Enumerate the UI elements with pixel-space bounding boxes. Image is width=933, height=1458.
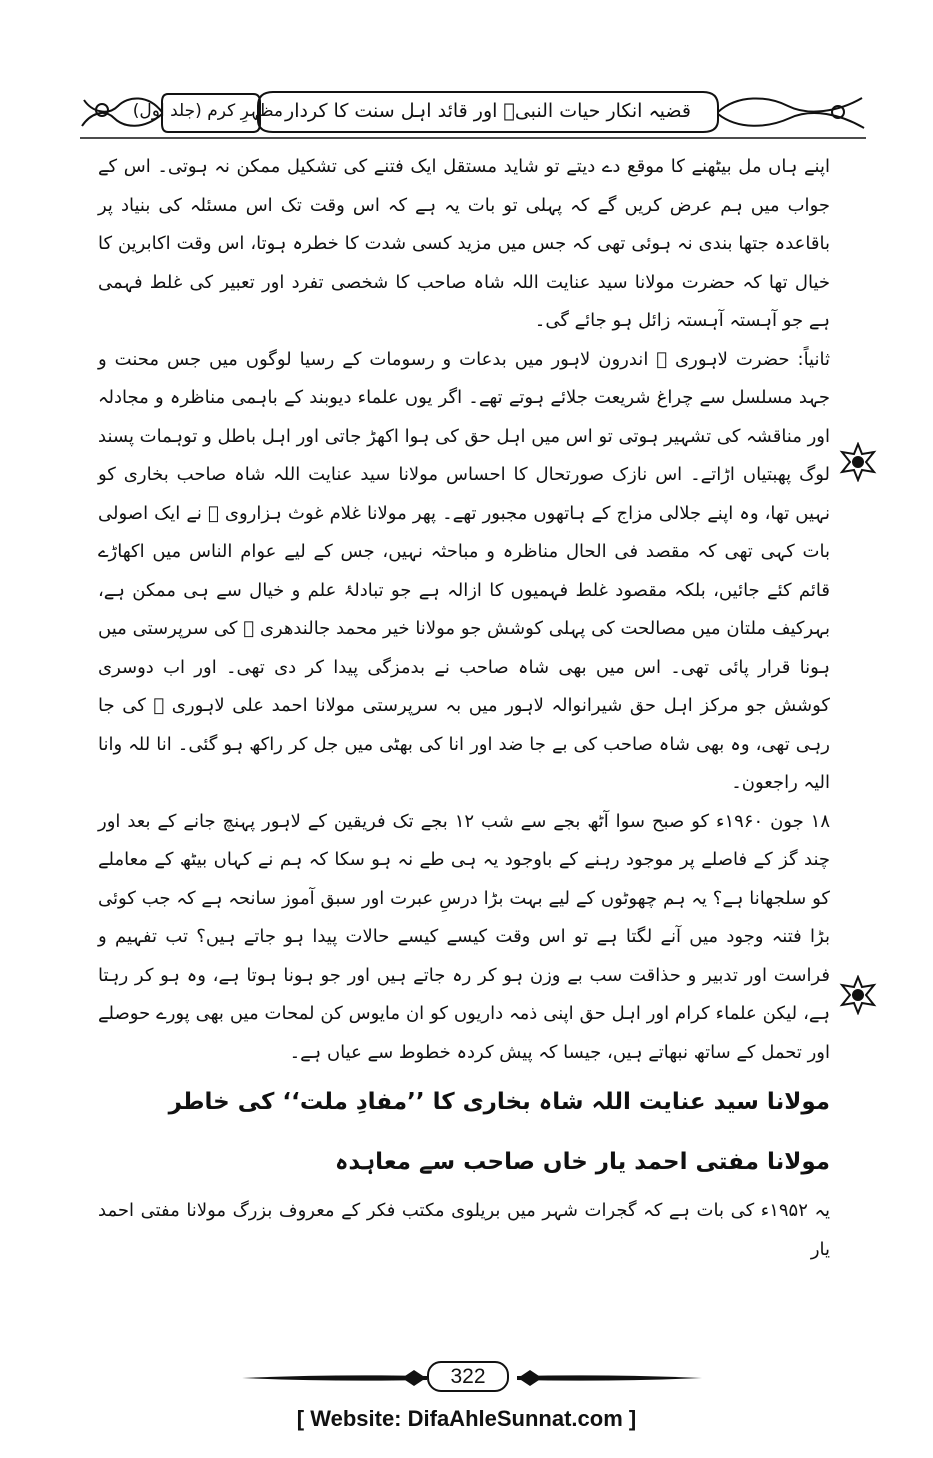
book-volume-label: مظہرِ کرم (جلد اول) <box>132 101 283 121</box>
page-body <box>98 148 830 1269</box>
book-section-title: قضیہ انکار حیات النبیؐ اور قائد اہل سنت کا کردار <box>285 100 691 122</box>
body-paragraph: یہ ۱۹۵۲ء کی بات ہے کہ گجرات شہر میں بریلوی مکتب فکر کے معروف بزرگ مولانا مفتی احمد یار <box>98 1200 830 1260</box>
section-heading: مولانا سید عنایت اللہ شاہ بخاری کا ’’مفادِ ملت‘‘ کی خاطر <box>168 1089 830 1115</box>
page-number: 322 <box>427 1361 509 1392</box>
side-ornament-icon <box>838 975 878 1015</box>
body-paragraph: ۱۸ جون ۱۹۶۰ء کو صبح سوا آٹھ بجے سے شب ۱۲ بجے تک فریقین کے لاہور پہنچ جانے کے بعد اور چند گز کے فاصلے پر موجود رہنے کے باوجود یہ ہی طے نہ ہو سکا کہ ہم نے کہاں بیٹھ کے معاملے کو سلجھانا ہے؟ یہ ہم چھوٹوں کے لیے بہت بڑا درسِ عبرت اور سبق آموز سانحہ ہے کہ جب کوئی بڑا فتنہ وجود میں آنے لگتا ہے تو اس وقت کیسے کیسے حالات پیدا ہو جاتے ہیں؟ تب تفہیم و فراست اور تدبیر و حذاقت سب بے وزن ہو کر رہ جاتے ہیں اور جو ہونا ہوتا ہے، وہ ہو کر رہتا ہے، لیکن علماء کرام اور اہل حق اپنی ذمہ داریوں کو ان مایوس کن لمحات میں بھی پورے حوصلے اور تحمل کے ساتھ نبھاتے ہیں، جیسا کہ پیش کردہ خطوط سے عیاں ہے۔ <box>98 810 830 1063</box>
website-footer: [ Website: DifaAhleSunnat.com ] <box>296 1406 637 1431</box>
body-paragraph: ثانیاً: حضرت لاہوری ﷫ اندرون لاہور میں بدعات و رسومات کے رسیا لوگوں میں جس محنت و جہد مسلسل سے چراغ شریعت جلائے ہوتے تھے۔ اگر یوں علماء دیوبند کے باہمی مناظرہ و مجادلہ اور مناقشہ کی تشہیر ہوتی تو اس میں اہل حق کی ہوا اکھڑ جاتی اور اہل باطل و توہمات پسند لوگ پھبتیاں اڑاتے۔ اس نازک صورتحال کا احساس مولانا سید عنایت اللہ شاہ صاحب بخاری کو نہیں تھا، وہ اپنے جلالی مزاج کے ہاتھوں مجبور تھے۔ پھر مولانا غلام غوث ہزاروی ﷫ نے ایک اصولی بات کہی تھی کہ مقصد فی الحال مناظرہ و مباحثہ نہیں، جس کے لیے عوام الناس میں اکھاڑے قائم کئے جائیں، بلکہ مقصود غلط فہمیوں کا ازالہ ہے جو تبادلۂ علم و خیال سے ہی ممکن ہے، بہرکیف ملتان میں مصالحت کی پہلی کوشش جو مولانا خیر محمد جالندھری ﷫ کی سرپرستی میں ہونا قرار پائی تھی۔ اس میں بھی شاہ صاحب نے بدمزگی پیدا کر دی تھی۔ اور اب دوسری کوشش جو مرکز اہل حق شیرانوالہ لاہور میں بہ سرپرستی مولانا احمد علی لاہوری ﷫ کی جا رہی تھی، وہ بھی شاہ صاحب کی بے جا ضد اور انا کی بھٹی میں جل کر راکھ ہو گئی۔ انا للہ وانا الیہ راجعون۔ <box>98 348 830 793</box>
section-subheading: مولانا مفتی احمد یار خاں صاحب سے معاہدہ <box>334 1149 830 1175</box>
page-header <box>78 86 868 142</box>
side-ornament-icon <box>838 442 878 482</box>
body-paragraph: اپنے ہاں مل بیٹھنے کا موقع دے دیتے تو شاید مستقل ایک فتنے کی تشکیل ممکن نہ ہوتی۔ اس کے جواب میں ہم عرض کریں گے کہ پہلی تو بات یہ ہے کہ اس وقت تک اس مسئلہ کی بنیاد پر باقاعدہ جتھا بندی نہ ہوئی تھی کہ جس میں مزید کسی شدت کا خطرہ ہوتا، اس وقت اکابرین کا خیال تھا کہ حضرت مولانا سید عنایت اللہ شاہ صاحب کا شخصی تفرد اور تعبیر کی غلط فہمی ہے جو آہستہ آہستہ زائل ہو جائے گی۔ <box>98 156 830 331</box>
